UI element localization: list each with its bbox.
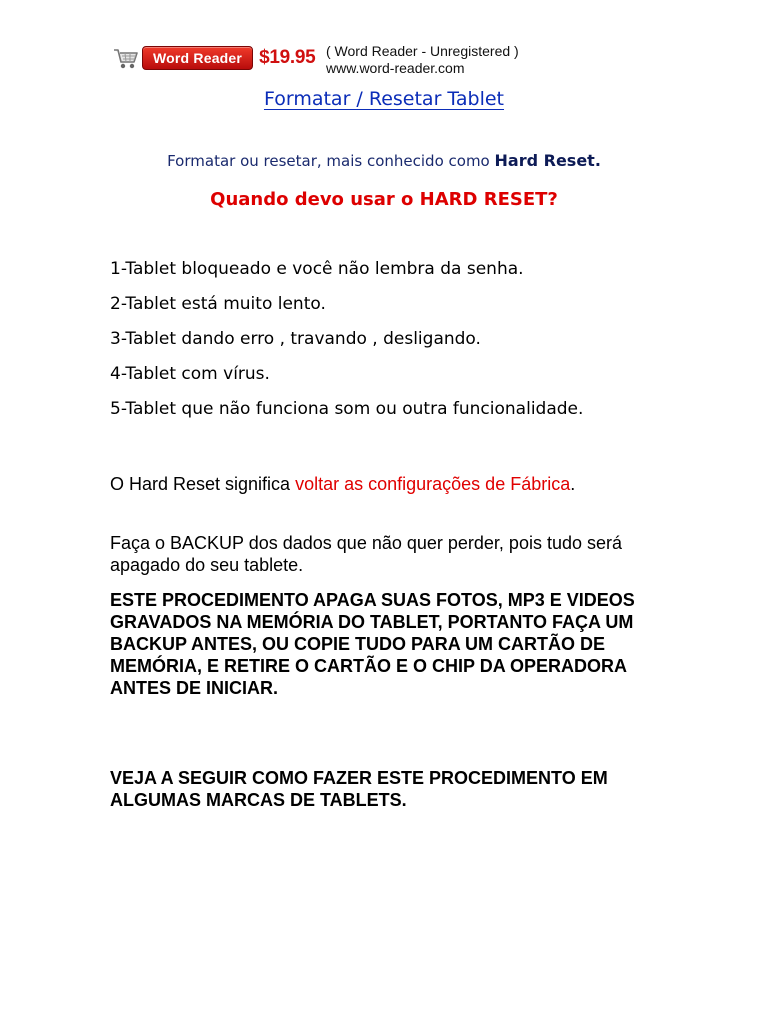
question-heading: Quando devo usar o HARD RESET? [210,189,558,210]
backup-paragraph: Faça o BACKUP dos dados que não quer perder, pois tudo será apagado do seu tablete. [110,533,622,575]
page-title [0,88,768,110]
banner-info [326,43,519,77]
intro-line [0,151,768,170]
intro-text: Formatar ou resetar, mais conhecido como [167,152,495,170]
page-title-text: Formatar / Resetar Tablet [263,88,505,110]
list-item: 1-Tablet bloqueado e você não lembra da senha. [110,259,524,279]
list-item: 2-Tablet está muito lento. [110,294,326,314]
list-item: 5-Tablet que não funciona som ou outra funcionalidade. [110,399,584,419]
list-item: 3-Tablet dando erro , travando , desligando. [110,329,481,349]
meaning-suffix: . [570,474,576,494]
brand-badge[interactable]: Word Reader [142,46,253,70]
site-link[interactable]: www.word-reader.com [326,60,465,76]
next-steps-paragraph: VEJA A SEGUIR COMO FAZER ESTE PROCEDIMENTO EM ALGUMAS MARCAS DE TABLETS. [110,768,608,810]
shopping-cart-icon [112,44,140,72]
meaning-highlight: voltar as configurações de Fábrica [295,474,571,494]
warning-paragraph: ESTE PROCEDIMENTO APAGA SUAS FOTOS, MP3 E VIDEOS GRAVADOS NA MEMÓRIA DO TABLET, PORTANTO FAÇA UM BACKUP ANTES, OU COPIE TUDO PARA UM CARTÃO DE MEMÓRIA, E RETIRE O CARTÃO E O CHIP DA OPERADORA ANTES DE INICIAR. [110,590,635,698]
price-label[interactable]: $19.95 [259,47,316,68]
intro-strong: Hard Reset. [494,151,601,170]
registration-status: ( Word Reader - Unregistered ) [326,43,519,59]
list-item: 4-Tablet com vírus. [110,364,270,384]
meaning-paragraph [110,473,610,495]
watermark-banner[interactable] [112,42,315,74]
meaning-prefix: O Hard Reset significa [110,474,296,494]
